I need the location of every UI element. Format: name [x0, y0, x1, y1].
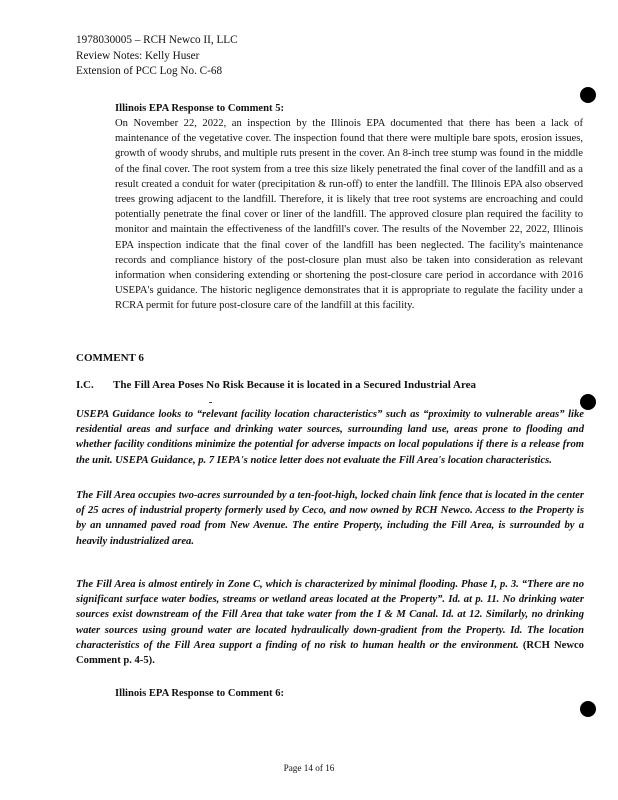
- comment-6-title: COMMENT 6: [76, 352, 144, 364]
- header-log-line: Extension of PCC Log No. C-68: [76, 65, 223, 77]
- response-6-heading: Illinois EPA Response to Comment 6:: [115, 688, 285, 699]
- margin-dot-2: [580, 394, 596, 410]
- header-reviewer-line: Review Notes: Kelly Huser: [76, 49, 200, 62]
- comment-6-paragraph-3: [76, 577, 584, 668]
- comment-6-paragraph-1: USEPA Guidance looks to “relevant facility location characteristics” such as “proximity to vulnerable areas” like residential areas and surface and drinking water sources, surrounding land use, areas prone to flooding and whether facility conditions minimize the potential for adverse impacts on local populations if there is a release from the unit. USEPA Guidance, p. 7 IEPA's notice letter does not evaluate the Fill Area's location characteristics.: [76, 409, 584, 466]
- comment-6-paragraph-3-text: The Fill Area is almost entirely in Zone C, which is characterized by minimal flooding. Phase I, p. 3. “There are no significant surface water bodies, streams or wetland areas located at the Property”. Id. at p. 11. No drinking water sources exist downstream of the Fill Area that take water from the I & M Canal. Id. at 12. Similarly, no drinking water sources using ground water are located hydraulically down-gradient from the Property. Id. The location characteristics of the Fill Area support a finding of no risk to human health or the environment.: [76, 579, 584, 651]
- document-header: [76, 33, 238, 80]
- header-facility-line: 1978030005 – RCH Newco II, LLC: [76, 34, 238, 46]
- response-5-heading: Illinois EPA Response to Comment 5:: [115, 103, 285, 114]
- response-5-body: On November 22, 2022, an inspection by the Illinois EPA documented that there has been a lack of maintenance of the vegetative cover. The inspection found that there were multiple bare spots, erosion issues, growth of woody shrubs, and multiple ruts present in the cover. An 8-inch tree stump was found in the middle of the final cover. The root system from a tree this size likely penetrated the final cover of the landfill and as a result created a conduit for water (precipitation & run-off) to enter the landfill. The Illinois EPA also observed trees growing adjacent to the landfill. Therefore, it is likely that tree root systems are encroaching and could potentially penetrate the final cover or liner of the landfill. The approved closure plan required the facility to monitor and maintain the effectiveness of the landfill's cover. The results of the November 22, 2022, Illinois EPA inspection indicate that the final cover of the landfill has been neglected. The facility's maintenance records and compliance history of the post-closure plan must also be taken into consideration as relevant information when considering extending or shortening the post-closure care period in accordance with 2016 USEPA's guidance. The historic negligence demonstrates that it is appropriate to regulate the facility under a RCRA permit for future post-closure care of the landfill at this facility.: [115, 118, 583, 312]
- section-number: I.C.: [76, 379, 94, 391]
- margin-dot-3: [580, 701, 596, 717]
- margin-dot-1: [580, 87, 596, 103]
- section-heading: [76, 379, 476, 391]
- section-title: The Fill Area Poses No Risk Because it is located in a Secured Industrial Area: [113, 379, 477, 391]
- page-number: Page 14 of 16: [283, 763, 335, 773]
- comment-6-paragraph-2: The Fill Area occupies two-acres surrounded by a ten-foot-high, locked chain link fence that is located in the center of 25 acres of industrial property formerly used by Ceco, and now owned by RCH Newco. Access to the Property is by an unnamed paved road from New Avenue. The entire Property, including the Fill Area, is surrounded by a heavily industrialized area.: [76, 490, 584, 547]
- stray-mark: [209, 402, 212, 403]
- comment-6-citation: (RCH Newco Comment p. 4-5).: [76, 639, 584, 667]
